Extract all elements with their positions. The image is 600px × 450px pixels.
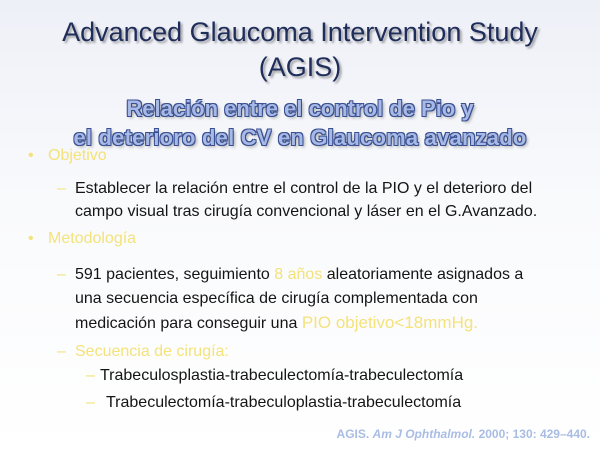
metodologia-text-line-2: una secuencia específica de cirugía complementada con [75,290,478,307]
title-line-2: (AGIS) [258,52,342,82]
title-line-1: Advanced Glaucoma Intervention Study [62,17,538,47]
reference-details: 2000; 130: 429–440. [475,427,590,441]
objetivo-heading: Objetivo [48,147,107,164]
follow-up-highlight: 8 años [274,266,323,283]
secuencia-item-2: Trabeculectomía-trabeculoplastia-trabeculectomía [106,394,462,411]
metodologia-text-part: medicación para conseguir una [75,315,302,332]
subtitle-line-1: Relación entre el control de Pio y [126,96,474,121]
reference-authors: AGIS. [336,427,373,441]
dash-icon: – [57,266,66,283]
metodologia-text-part: aleatoriamente asignados a [322,266,524,283]
secuencia-item-1: Trabeculosplastia-trabeculectomía-trabeculectomía [100,367,464,384]
reference-citation [337,427,590,441]
metodologia-text-part: 591 pacientes, seguimiento [75,266,275,283]
dash-icon: – [57,343,66,360]
secuencia-heading: Secuencia de cirugía: [75,343,229,360]
reference-journal: Am J Ophthalmol. [372,427,476,441]
metodologia-text-line-3 [75,311,478,335]
bullet-icon: • [28,230,34,247]
dash-icon: – [57,180,66,197]
metodologia-heading: Metodología [48,230,137,247]
subtitle-line-2: el deterioro del CV en Glaucoma avanzado [73,125,527,150]
metodologia-text-line-1 [75,263,523,286]
dash-icon: – [86,367,95,384]
objetivo-text-line-2: campo visual tras cirugía convencional y láser en el G.Avanzado. [75,203,538,220]
target-iop-highlight: PIO objetivo<18mmHg. [301,313,479,332]
bullet-icon: • [28,147,34,164]
dash-icon: – [86,394,95,411]
objetivo-text-line-1: Establecer la relación entre el control de la PIO y el deterioro del [75,180,533,197]
